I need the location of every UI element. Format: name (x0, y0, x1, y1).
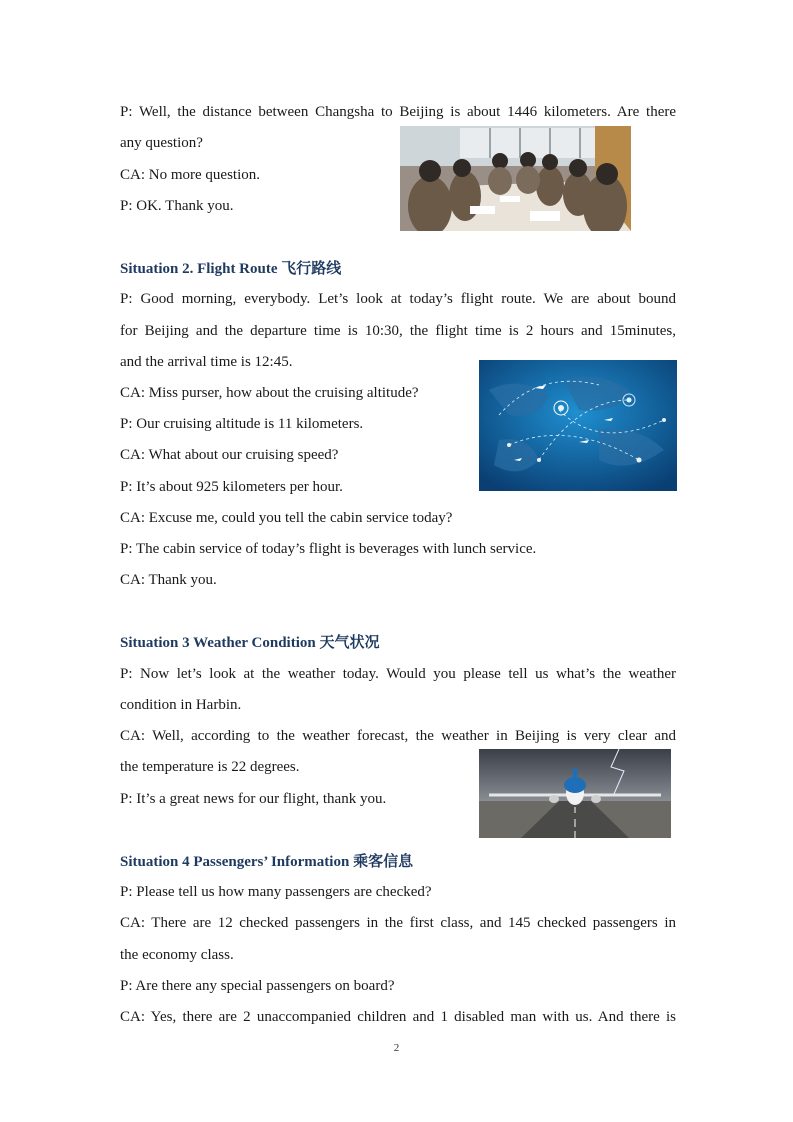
airplane-runway-photo (479, 749, 671, 838)
dialogue-line: P: Good morning, everybody. Let’s look at today’s flight route. We are about bound (120, 291, 676, 307)
dialogue-line: P: Are there any special passengers on board? (120, 978, 395, 994)
dialogue-line: P: OK. Thank you. (120, 198, 234, 214)
flight-route-map-photo (479, 360, 677, 491)
dialogue-line: the temperature is 22 degrees. (120, 759, 300, 775)
dialogue-line: CA: No more question. (120, 167, 260, 183)
dialogue-line: P: It’s a great news for our flight, thank you. (120, 791, 387, 807)
page-number: 2 (393, 1042, 400, 1054)
heading-zh: 飞行路线 (281, 259, 342, 277)
dialogue-line: CA: There are 12 checked passengers in the first class, and 145 checked passengers in (120, 915, 676, 931)
dialogue-line: CA: What about our cruising speed? (120, 447, 339, 463)
dialogue-line: CA: Thank you. (120, 572, 217, 588)
dialogue-line: for Beijing and the departure time is 10:30, the flight time is 2 hours and 15minutes, (120, 323, 676, 339)
dialogue-line: CA: Yes, there are 2 unaccompanied children and 1 disabled man with us. And there is (120, 1009, 676, 1025)
dialogue-line: CA: Miss purser, how about the cruising altitude? (120, 385, 419, 401)
section-heading-weather (120, 632, 380, 653)
heading-zh: 天气状况 (319, 633, 380, 651)
heading-zh: 乘客信息 (353, 852, 414, 870)
heading-en: Situation 4 Passengers’ Information (120, 854, 350, 870)
dialogue-line: P: Well, the distance between Changsha to Beijing is about 1446 kilometers. Are there (120, 104, 676, 120)
heading-en: Situation 3 Weather Condition (120, 635, 316, 651)
crew-meeting-photo (400, 126, 631, 231)
heading-en: Situation 2. Flight Route (120, 261, 278, 277)
dialogue-line: P: Our cruising altitude is 11 kilometers. (120, 416, 364, 432)
dialogue-line: condition in Harbin. (120, 697, 242, 713)
dialogue-line: CA: Excuse me, could you tell the cabin service today? (120, 510, 453, 526)
dialogue-line: P: Now let’s look at the weather today. Would you please tell us what’s the weather (120, 666, 676, 682)
dialogue-line: CA: Well, according to the weather forecast, the weather in Beijing is very clear and (120, 728, 676, 744)
dialogue-line: P: Please tell us how many passengers are checked? (120, 884, 432, 900)
dialogue-line: and the arrival time is 12:45. (120, 354, 293, 370)
dialogue-line: P: The cabin service of today’s flight is beverages with lunch service. (120, 541, 537, 557)
dialogue-line: P: It’s about 925 kilometers per hour. (120, 479, 343, 495)
dialogue-line: the economy class. (120, 947, 234, 963)
section-heading-passengers (120, 851, 413, 872)
section-heading-flight-route (120, 258, 341, 279)
dialogue-line: any question? (120, 135, 203, 151)
